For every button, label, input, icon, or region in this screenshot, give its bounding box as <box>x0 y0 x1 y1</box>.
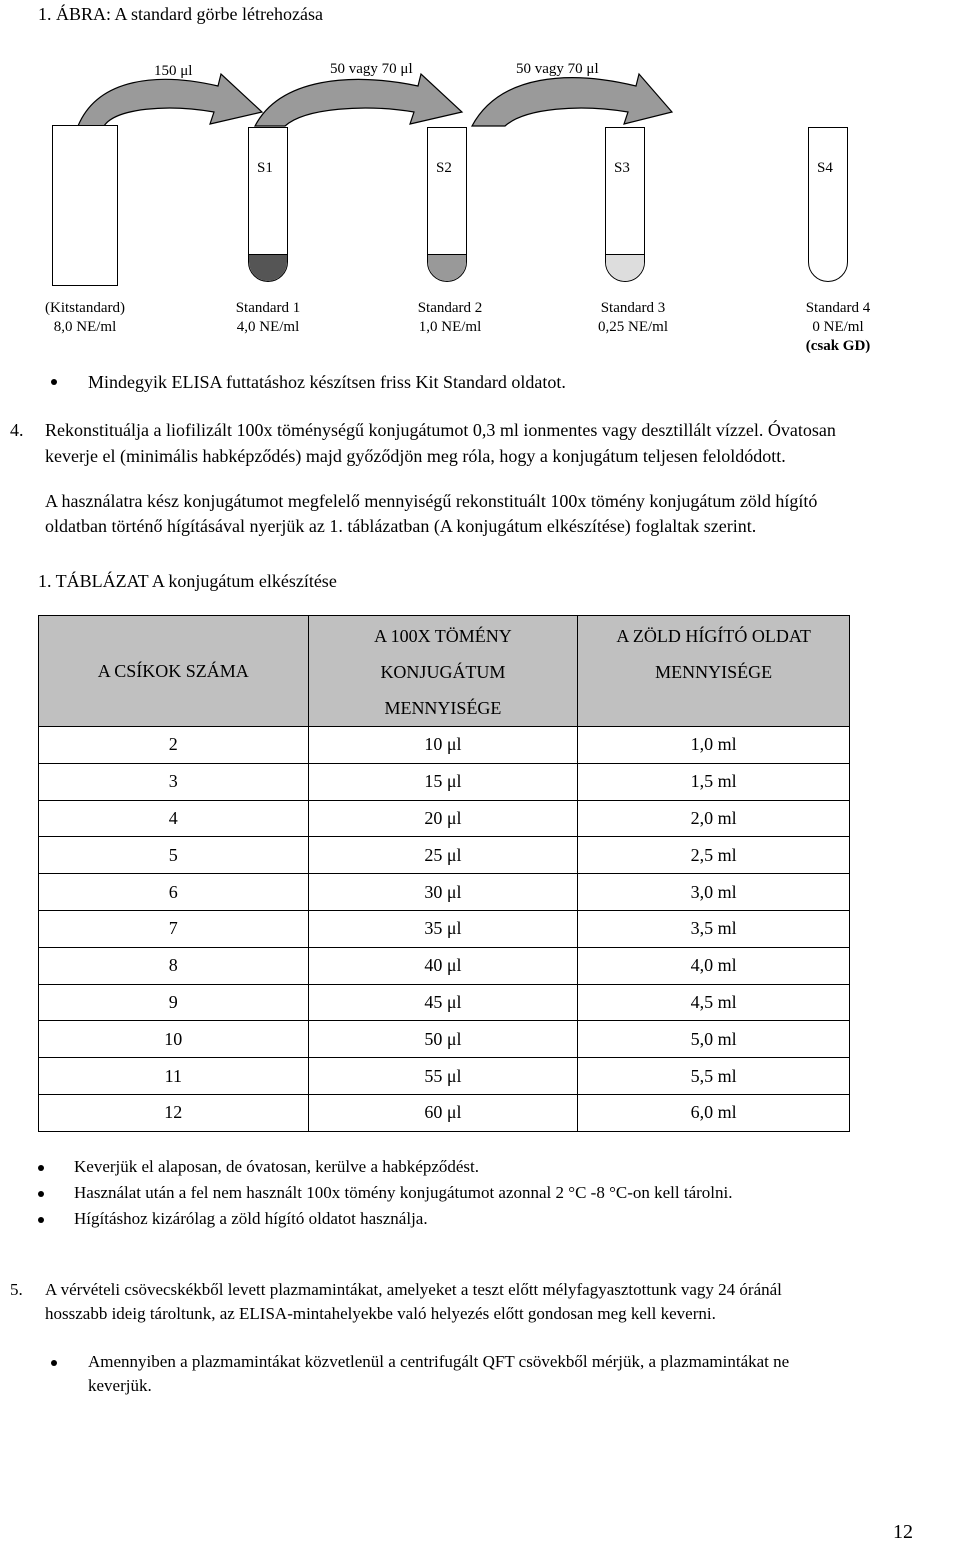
cell-diluent: 2,5 ml <box>578 837 850 874</box>
tube-s4 <box>808 127 848 282</box>
caption-line: 8,0 NE/ml <box>53 319 117 335</box>
table-row <box>39 837 850 874</box>
caption-line: 0,25 NE/ml <box>598 319 668 335</box>
tube-caption-kitstandard <box>30 299 140 337</box>
step-5-number: 5. <box>10 1280 23 1299</box>
header-line: MENNYISÉGE <box>384 698 502 718</box>
cell-strips: 12 <box>39 1094 309 1131</box>
figure-title: 1. ÁBRA: A standard görbe létrehozása <box>38 4 323 24</box>
transfer-arrow-2 <box>255 74 462 126</box>
tube-caption-s3 <box>578 299 688 337</box>
cell-concentrate: 10 μl <box>308 727 578 764</box>
table-header-row <box>39 616 850 727</box>
table-row <box>39 947 850 984</box>
note-diluent: Hígításhoz kizárólag a zöld hígító oldatot használja. <box>74 1209 428 1228</box>
step-4-number: 4. <box>10 420 24 440</box>
cell-concentrate: 15 μl <box>308 763 578 800</box>
header-line: KONJUGÁTUM <box>380 662 506 682</box>
kitstandard-tube <box>52 148 118 286</box>
tube-caption-s4 <box>783 299 893 356</box>
cell-concentrate: 45 μl <box>308 984 578 1021</box>
tube-s2-label: S2 <box>436 160 452 176</box>
cell-strips: 3 <box>39 763 309 800</box>
fresh-standard-note: Mindegyik ELISA futtatáshoz készítsen friss Kit Standard oldatot. <box>88 372 566 392</box>
cell-diluent: 1,5 ml <box>578 763 850 800</box>
tube-s3-liquid <box>606 254 644 281</box>
cell-strips: 6 <box>39 874 309 911</box>
header-line: A ZÖLD HÍGÍTÓ OLDAT <box>616 626 811 646</box>
note-mix: Keverjük el alaposan, de óvatosan, kerülve a habképződést. <box>74 1157 480 1176</box>
table-row <box>39 910 850 947</box>
header-line: A 100X TÖMÉNY <box>374 626 512 646</box>
cell-strips: 8 <box>39 947 309 984</box>
konjugatum-table <box>38 615 850 1132</box>
cell-strips: 11 <box>39 1058 309 1095</box>
cell-strips: 9 <box>39 984 309 1021</box>
caption-line: 4,0 NE/ml <box>236 319 300 335</box>
cell-diluent: 5,0 ml <box>578 1021 850 1058</box>
tube-s2-liquid <box>428 254 466 281</box>
cell-concentrate: 20 μl <box>308 800 578 837</box>
tube-s1-label: S1 <box>257 160 273 176</box>
table-row <box>39 984 850 1021</box>
header-concentrate <box>308 616 578 727</box>
cell-diluent: 1,0 ml <box>578 727 850 764</box>
table-row <box>39 1094 850 1131</box>
caption-line: Standard 2 <box>417 300 483 316</box>
cell-strips: 4 <box>39 800 309 837</box>
page-number: 12 <box>893 1521 913 1543</box>
cell-concentrate: 55 μl <box>308 1058 578 1095</box>
cell-diluent: 6,0 ml <box>578 1094 850 1131</box>
header-strips-text: A CSÍKOK SZÁMA <box>97 660 249 681</box>
tube-s3 <box>605 127 645 282</box>
caption-line: 0 NE/ml <box>812 319 864 335</box>
step-4-para2-line2: oldatban történő hígításával nyerjük az 1. táblázatban (A konjugátum elkészítése) foglaltak szerint. <box>45 516 757 536</box>
bullet-icon <box>38 1217 44 1223</box>
transfer-label-1: 150 μl <box>154 63 193 79</box>
tube-s1 <box>248 127 288 282</box>
table-row <box>39 763 850 800</box>
header-line: MENNYISÉGE <box>655 662 773 682</box>
tube-caption-s2 <box>395 299 505 337</box>
transfer-label-2: 50 vagy 70 μl <box>330 61 413 77</box>
transfer-arrow-1 <box>78 74 262 126</box>
cell-diluent: 4,5 ml <box>578 984 850 1021</box>
step-4-line1: Rekonstituálja a liofilizált 100x töménységű konjugátumot 0,3 ml ionmentes vagy desztillált vízzel. Óvatosan <box>45 420 836 440</box>
caption-line: Standard 3 <box>600 300 666 316</box>
cell-diluent: 3,0 ml <box>578 874 850 911</box>
cell-diluent: 4,0 ml <box>578 947 850 984</box>
tube-s3-label: S3 <box>614 160 630 176</box>
transfer-label-3: 50 vagy 70 μl <box>516 61 599 77</box>
cell-strips: 5 <box>39 837 309 874</box>
table-row <box>39 800 850 837</box>
table-row <box>39 874 850 911</box>
bullet-icon <box>51 1360 57 1366</box>
step-4-line2: keverje el (minimális habképződés) majd győződjön meg róla, hogy a konjugátum teljesen feloldódott. <box>45 446 786 466</box>
step-5-bullet-line1: Amennyiben a plazmamintákat közvetlenül a centrifugált QFT csövekből mérjük, a plazmamintákat ne <box>88 1352 790 1371</box>
transfer-arrow-3 <box>472 74 672 126</box>
step-5-line2: hosszabb ideig tároltunk, az ELISA-mintahelyekbe való helyezés előtt gondosan meg kell keverni. <box>45 1304 716 1323</box>
cell-diluent: 3,5 ml <box>578 910 850 947</box>
tube-caption-s1 <box>213 299 323 337</box>
cell-concentrate: 30 μl <box>308 874 578 911</box>
cell-concentrate: 50 μl <box>308 1021 578 1058</box>
tube-s2 <box>427 127 467 282</box>
step-5-bullet-line2: keverjük. <box>88 1376 152 1395</box>
header-strips <box>39 616 309 727</box>
caption-line: (csak GD) <box>805 338 871 354</box>
cell-diluent: 5,5 ml <box>578 1058 850 1095</box>
caption-line: 1,0 NE/ml <box>418 319 482 335</box>
step-4-para2-line1: A használatra kész konjugátumot megfelelő mennyiségű rekonstituált 100x tömény konjugátum zöld hígító <box>45 491 818 511</box>
step-5-line1: A vérvételi csövecskékből levett plazmamintákat, amelyeket a teszt előtt mélyfagyasztottunk vagy 24 óránál <box>45 1280 782 1299</box>
cell-concentrate: 40 μl <box>308 947 578 984</box>
cell-strips: 7 <box>39 910 309 947</box>
tube-s1-liquid <box>249 254 287 281</box>
bullet-icon <box>38 1165 44 1171</box>
kitstandard-tube-cap <box>52 125 118 149</box>
cell-strips: 2 <box>39 727 309 764</box>
tube-s4-label: S4 <box>817 160 833 176</box>
bullet-icon <box>38 1191 44 1197</box>
note-storage: Használat után a fel nem használt 100x tömény konjugátumot azonnal 2 °C -8 °C-on kell tárolni. <box>74 1183 733 1202</box>
caption-line: (Kitstandard) <box>45 300 125 316</box>
caption-line: Standard 4 <box>805 300 871 316</box>
table-row <box>39 727 850 764</box>
table-row <box>39 1058 850 1095</box>
cell-strips: 10 <box>39 1021 309 1058</box>
table-row <box>39 1021 850 1058</box>
cell-concentrate: 35 μl <box>308 910 578 947</box>
header-diluent <box>578 616 850 727</box>
cell-diluent: 2,0 ml <box>578 800 850 837</box>
bullet-icon <box>51 379 57 385</box>
caption-line: Standard 1 <box>235 300 301 316</box>
cell-concentrate: 25 μl <box>308 837 578 874</box>
cell-concentrate: 60 μl <box>308 1094 578 1131</box>
table-title: 1. TÁBLÁZAT A konjugátum elkészítése <box>38 571 337 591</box>
